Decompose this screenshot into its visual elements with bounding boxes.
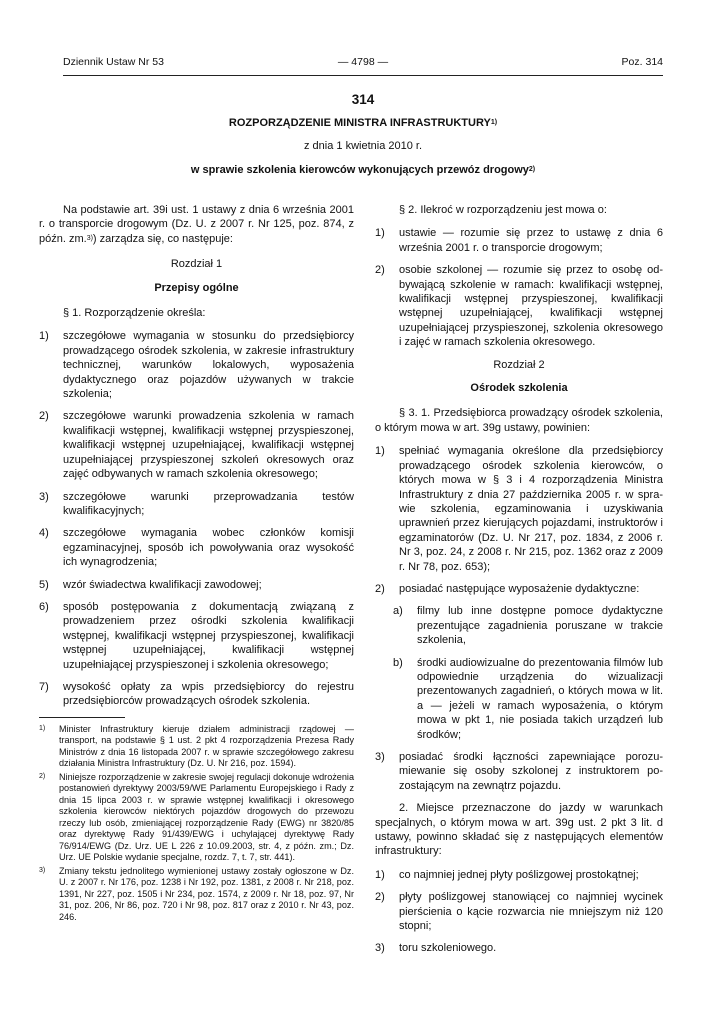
list-item-number: 7): [39, 680, 49, 693]
preamble: [39, 203, 354, 246]
list-item: [375, 941, 663, 955]
list-item: [375, 890, 663, 933]
chapter-1-label: Rozdział 1: [170, 258, 223, 271]
scope-list: [39, 329, 354, 708]
position-number: Poz. 314: [621, 56, 663, 68]
page-number: — 4798 —: [337, 56, 389, 68]
sub-item-text: filmy lub inne dostępne pomoce dydaktyczne prezentujące zagadnienia poruszane w trakcie szkolenia,: [417, 605, 663, 647]
list-item: [375, 582, 663, 596]
paragraph-2: § 2. Ilekroć w rozporządzeniu jest mowa o:: [399, 204, 607, 216]
footnote-ref-3[interactable]: 3): [86, 234, 93, 242]
list-item: [39, 680, 354, 709]
act-subject-text: w sprawie szkolenia kierowców wykonujących przewóz drogowy: [190, 164, 529, 176]
header-divider: [63, 75, 663, 76]
footnotes: [39, 724, 354, 924]
preamble-text-b: ) zarządza się, co następuje:: [92, 232, 233, 245]
list-item: [375, 226, 663, 255]
list-item-number: 1): [375, 868, 385, 881]
paragraph-3: § 3. 1. Przedsiębiorca prowadzący ośrodek szkolenia, o którym mowa w art. 39g ustawy, powinien:: [375, 407, 663, 434]
list-item: [39, 409, 354, 481]
list-item: [375, 868, 663, 882]
chapter-1-title: Przepisy ogólne: [154, 281, 239, 294]
list-item: [39, 490, 354, 519]
list-item-text: spełniać wymagania określone dla przedsiębiorcy prowadzącego ośrodek szkolenia kierowców, o których mowa w § 3 i 4 rozporządzenia Ministra Infrastruktury z dnia 27 października 2005 r. w sprawie szkolenia, egzaminowania i uzyskiwania uprawnień przez kierujących pojazdami, instruktorów i egzaminatorów (Dz. U. Nr 217, poz. 1834, z 2006 r. Nr 3, poz. 24, z 2008 r. Nr 215, poz. 1362 oraz z 2009 r. Nr 78, poz. 653);: [399, 445, 663, 573]
footnote: [39, 724, 354, 770]
footnote: [39, 772, 354, 864]
list-item-number: 3): [375, 751, 385, 763]
list-item-text: szczegółowe warunki prowadzenia szkolenia w ramach kwalifikacji wstępnej, kwalifikacji wstępnej przyspieszonej, kwalifikacji wstępnej uzupełniającej, kwalifikacji wstępnej uzupełniającej przyspieszonej szkoleń okresowych oraz zajęć odbywanych w ramach szkolenia okresowego;: [63, 410, 354, 481]
right-column: [375, 203, 663, 964]
footnote-text: Niniejsze rozporządzenie w zakresie swojej regulacji dokonuje wdrożenia postanowień dyrektywy 2003/59/WE Parlamentu Europejskiego i Rady z dnia 15 lipca 2003 r. w sprawie wstępnej kwalifikacji i okresowego szkolenia kierowców niektórych pojazdów drogowych do przewozu rzeczy lub osób, zmieniającej rozporządzenie Rady (EWG) nr 3820/85 oraz dyrektywę Rady 91/439/EWG i uchylającej dyrektywę Rady 76/914/EWG (Dz. Urz. UE L 226 z 10.09.2003, str. 4, z późn. zm.; Dz. Urz. UE Polskie wydanie specjalne, rozdz. 7, t. 7, str. 441).: [59, 771, 354, 863]
paragraph-1: § 1. Rozporządzenie określa:: [63, 307, 206, 320]
list-item: [39, 329, 354, 401]
list-item-text: osobie szkolonej — rozumie się przez to osobę odbywającą szkolenie w ramach: kwalifikacji wstępnej, kwalifikacji wstępnej przyspieszonej, kwalifikacji wstępnej uzupełniającej, kwalifikacji wstępnej uzupełniającej przyspieszonej, szkolenia okresowego i zajęć w ramach szkolenia okresowego.: [399, 264, 663, 349]
list-item-number: 1): [375, 445, 385, 458]
sub-item-letter: b): [393, 656, 403, 669]
page-header: [63, 56, 663, 72]
act-title-text: ROZPORZĄDZENIE MINISTRA INFRASTRUKTURY: [228, 117, 491, 129]
list-item-text: płyty poślizgowej stanowiącej co najmniej wycinek pierścienia o kącie rozwarcia nie mniejszym niż 120 stopni;: [399, 891, 663, 933]
list-item: [375, 750, 663, 793]
chapter-2-title: Ośrodek szkolenia: [470, 382, 568, 395]
list-item: [39, 600, 354, 672]
list-item-number: 1): [39, 330, 49, 343]
sub-item-text: środki audiowizualne do prezentowania filmów lub odpowiednie urządzenia do wizualizacji prezentowanych zagadnień, o których mowa w lit. a — jeżeli w ramach wyposażenia, o którym mowa w pkt 1, nie posiada takich urządzeń lub środków;: [417, 656, 663, 741]
list-item-number: 2): [375, 582, 385, 595]
list-item: [375, 444, 663, 574]
act-heading: [63, 92, 663, 176]
list-item-number: 2): [39, 410, 49, 423]
sub-item-letter: a): [393, 605, 403, 618]
act-number: 314: [351, 92, 375, 107]
list-item-text: wzór świadectwa kwalifikacji zawodowej;: [63, 578, 262, 591]
preamble-text-a: Na podstawie art. 39i ust. 1 ustawy z dnia 6 września 2001 r. o transporcie drogowym (Dz. U. z 2007 r. Nr 125, poz. 874, z późn. zm.: [39, 204, 354, 245]
footnote-number: 3): [39, 867, 46, 875]
list-item-text: posiadać środki łączności zapewniające porozumiewanie się osoby szkolonej z instruktorem pozostającym na zewnątrz pojazdu.: [399, 751, 663, 792]
list-item: [39, 526, 354, 569]
list-item-text: toru szkoleniowego.: [399, 942, 497, 955]
sub-item: [375, 604, 663, 647]
footnote-text: Minister Infrastruktury kieruje działem administracji rządowej — transport, na podstawie § 1 ust. 2 pkt 4 rozporządzenia Prezesa Rady Ministrów z dnia 16 listopada 2007 r. w sprawie szczegółowego zakresu działania Ministra Infrastruktury (Dz. U. Nr 216, poz. 1594).: [59, 723, 354, 769]
list-item-text: posiadać następujące wyposażenie dydaktyczne:: [399, 582, 640, 595]
list-item: [375, 263, 663, 349]
list-item-number: 3): [375, 942, 385, 955]
sub-item: [375, 656, 663, 742]
act-date: z dnia 1 kwietnia 2010 r.: [303, 140, 423, 152]
paragraph-3-2: 2. Miejsce przeznaczone do jazdy w warunkach specjalnych, o którym mowa w art. 39g ust. 2 pkt 3 lit. d ustawy, powinno składać się z następujących elementów infrastruktury:: [375, 802, 663, 858]
act-title: [63, 117, 663, 129]
footnote-divider: [39, 717, 125, 718]
footnote: [39, 866, 354, 924]
list-item: [39, 578, 354, 592]
list-item-text: co najmniej jednej płyty poślizgowej prostokątnej;: [399, 868, 639, 881]
infrastructure-list: [375, 868, 663, 956]
list-item-text: wysokość opłaty za wpis przedsiębiorcy do rejestru przedsiębiorców prowadzących ośrodek szkolenia.: [63, 680, 354, 708]
left-column: [39, 203, 354, 925]
list-item-text: szczegółowe warunki przeprowadzania testów kwalifikacyjnych;: [63, 490, 354, 517]
list-item-text: szczegółowe wymagania wobec członków komisji egzaminacyjnej, sposób ich powoływania oraz wysokość ich wynagrodzenia;: [63, 527, 354, 569]
list-item-text: szczegółowe wymagania w stosunku do przedsiębiorcy prowadzącego ośrodek szkolenia, w zakresie infrastruktury technicznej, warunków lokalowych, wyposażenia dydaktycznego oraz pojazdów używanych w trakcie szkolenia;: [63, 330, 354, 401]
list-item-number: 6): [39, 600, 49, 613]
list-item-text: sposób postępowania z dokumentacją związaną z prowadzeniem przez ośrodki szkolenia kwalifikacji wstępnej, kwalifikacji wstępnej przyspieszonej, kwalifikacji wstępnej uzupełniającej, kwalifikacji wstępnej uzupełniającej przyspieszonej i szkolenia okresowego;: [63, 600, 354, 671]
footnote-text: Zmiany tekstu jednolitego wymienionej ustawy zostały ogłoszone w Dz. U. z 2007 r. Nr 176, poz. 1238 i Nr 192, poz. 1381, z 2008 r. Nr 218, poz. 1391, Nr 227, poz. 1505 i Nr 234, poz. 1574, z 2009 r. Nr 18, poz. 97, Nr 31, poz. 206, Nr 86, poz. 720 i Nr 98, poz. 817 oraz z 2010 r. Nr 43, poz. 246.: [59, 865, 354, 922]
definitions-list: [375, 226, 663, 349]
footnote-ref-2[interactable]: 2): [528, 165, 536, 173]
footnote-number: 1): [39, 725, 46, 733]
footnote-ref-1[interactable]: 1): [490, 118, 498, 126]
list-item-number: 2): [375, 891, 385, 904]
act-subject: [63, 164, 663, 176]
list-item-number: 2): [375, 264, 385, 277]
list-item-number: 3): [39, 490, 49, 503]
chapter-2-label: Rozdział 2: [493, 358, 545, 371]
footnote-number: 2): [39, 773, 46, 781]
journal-name: Dziennik Ustaw Nr 53: [63, 56, 164, 68]
list-item-number: 5): [39, 578, 49, 591]
requirements-list: [375, 444, 663, 793]
list-item-number: 1): [375, 227, 385, 240]
list-item-number: 4): [39, 527, 49, 540]
list-item-text: ustawie — rozumie się przez to ustawę z dnia 6 września 2001 r. o transporcie drogowym;: [399, 227, 663, 254]
